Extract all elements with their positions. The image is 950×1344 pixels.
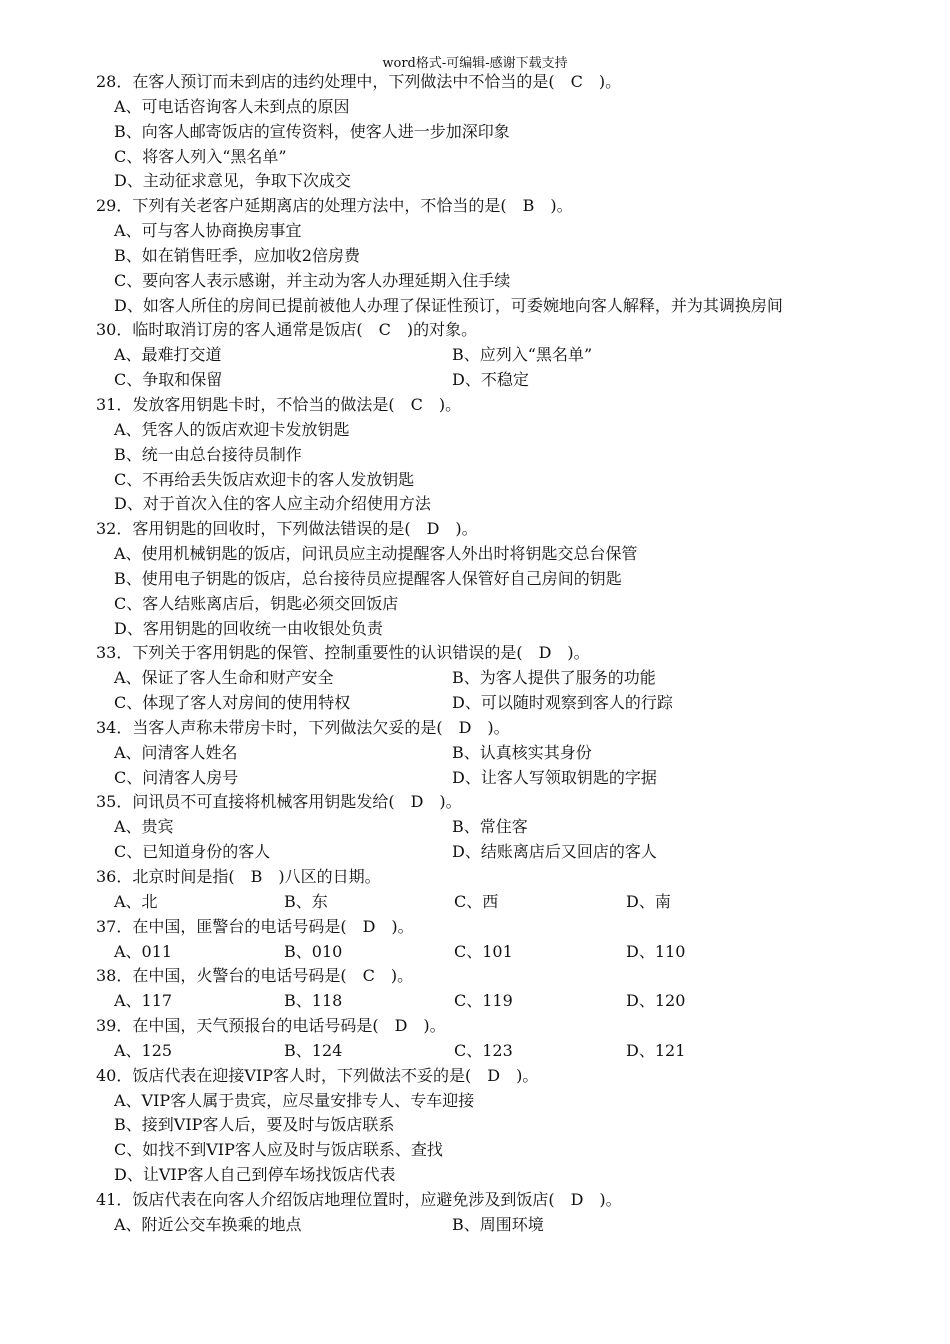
question-text: 35．问讯员不可直接将机械客用钥匙发给( D )。 [96,792,462,812]
answer-option: D、结账离店后又回店的客人 [452,842,657,862]
answer-option: B、124 [284,1040,343,1060]
answer-option-row [96,741,916,766]
answer-option-row [96,890,916,915]
answer-option: A、可与客人协商换房事宜 [114,221,302,241]
answer-option: D、120 [626,991,686,1011]
answer-option: C、119 [454,991,513,1011]
question-text: 28．在客人预订而未到店的违约处理中，下列做法中不恰当的是( C )。 [96,72,622,91]
answer-option: C、不再给丢失饭店欢迎卡的客人发放钥匙 [114,469,415,489]
answer-option-row [96,1039,916,1064]
answer-option: D、不稳定 [452,370,529,390]
answer-option: D、让VIP客人自己到停车场找饭店代表 [114,1165,396,1185]
answer-option: C、将客人列入“黑名单” [114,146,287,166]
question-text: 41．饭店代表在向客人介绍饭店地理位置时，应避免涉及到饭店( D )。 [96,1189,622,1209]
answer-option: D、南 [626,891,671,911]
answer-option: C、123 [454,1040,513,1060]
question-text: 40．饭店代表在迎接VIP客人时，下列做法不妥的是( D )。 [96,1065,539,1085]
answer-option: C、西 [454,891,499,911]
question-text: 30．临时取消订房的客人通常是饭店( C )的对象。 [96,320,478,340]
answer-option: B、统一由总台接待员制作 [114,444,302,464]
answer-option: B、如在销售旺季，应加收2倍房费 [114,245,360,265]
answer-option: B、使用电子钥匙的饭店，总台接待员应提醒客人保管好自己房间的钥匙 [114,568,622,588]
question-text: 32．客用钥匙的回收时，下列做法错误的是( D )。 [96,519,478,539]
answer-option: A、可电话咨询客人未到点的原因 [114,96,350,116]
answer-option: A、贵宾 [114,817,174,837]
answer-option-row [96,840,916,865]
answer-option-row [96,815,916,840]
answer-option: A、附近公交车换乘的地点 [114,1214,302,1234]
answer-option: D、可以随时观察到客人的行踪 [452,693,673,713]
answer-option: B、010 [284,941,343,961]
question-text: 37．在中国，匪警台的电话号码是( D )。 [96,916,414,936]
answer-option: B、应列入“黑名单” [452,345,593,365]
answer-option: D、主动征求意见，争取下次成交 [114,171,351,191]
answer-option-row [96,989,916,1014]
answer-option: B、为客人提供了服务的功能 [452,668,656,688]
answer-option: D、如客人所住的房间已提前被他人办理了保证性预订，可委婉地向客人解释，并为其调换房间 [114,295,783,315]
answer-option: A、011 [114,941,173,961]
answer-option: C、问清客人房号 [114,767,239,787]
answer-option: C、如找不到VIP客人应及时与饭店联系、查找 [114,1140,443,1160]
answer-option-row [96,691,916,716]
answer-option: C、争取和保留 [114,370,223,390]
answer-option: B、认真核实其身份 [452,742,592,762]
question-text: 31．发放客用钥匙卡时，不恰当的做法是( C )。 [96,394,462,414]
answer-option: B、周围环境 [452,1214,544,1234]
answer-option: A、凭客人的饭店欢迎卡发放钥匙 [114,419,350,439]
answer-option: D、对于首次入住的客人应主动介绍使用方法 [114,494,431,514]
answer-option: D、让客人写领取钥匙的字据 [452,767,657,787]
question-text: 38．在中国，火警台的电话号码是( C )。 [96,966,414,986]
answer-option: C、体现了客人对房间的使用特权 [114,693,351,713]
answer-option-row [96,766,916,791]
answer-option: B、东 [284,891,328,911]
question-text: 34．当客人声称未带房卡时，下列做法欠妥的是( D )。 [96,717,510,737]
answer-option: A、保证了客人生命和财产安全 [114,668,334,688]
answer-option-row [96,940,916,965]
answer-option: B、向客人邮寄饭店的宣传资料，使客人进一步加深印象 [114,121,510,141]
answer-option: C、101 [454,941,513,961]
answer-option-row [96,368,916,393]
question-text: 39．在中国，天气预报台的电话号码是( D )。 [96,1016,446,1036]
question-text: 36．北京时间是指( B )八区的日期。 [96,867,381,886]
answer-option: A、最难打交道 [114,345,222,365]
answer-option: A、VIP客人属于贵宾，应尽量安排专人、专车迎接 [114,1090,475,1110]
answer-option: C、已知道身份的客人 [114,842,271,862]
answer-option: C、客人结账离店后，钥匙必须交回饭店 [114,593,399,613]
answer-option: B、常住客 [452,817,528,837]
answer-option: A、北 [114,891,158,911]
question-text: 33．下列关于客用钥匙的保管、控制重要性的认识错误的是( D )。 [96,643,590,663]
answer-option-row [96,666,916,691]
answer-option: D、客用钥匙的回收统一由收银处负责 [114,618,383,638]
answer-option: A、问清客人姓名 [114,742,238,762]
answer-option: D、121 [626,1040,686,1060]
answer-option: C、要向客人表示感谢，并主动为客人办理延期入住手续 [114,270,511,290]
answer-option: B、118 [284,991,343,1011]
question-list [96,70,916,1238]
answer-option: A、125 [114,1040,173,1060]
answer-option: A、117 [114,991,173,1011]
answer-option-row [96,1213,916,1238]
answer-option-row [96,343,916,368]
page-header: word格式-可编辑-感谢下载支持 [382,56,568,71]
answer-option: B、接到VIP客人后，要及时与饭店联系 [114,1115,395,1135]
answer-option: A、使用机械钥匙的饭店，问讯员应主动提醒客人外出时将钥匙交总台保管 [114,544,638,564]
answer-option: D、110 [626,941,686,961]
question-text: 29．下列有关老客户延期离店的处理方法中，不恰当的是( B )。 [96,196,573,216]
